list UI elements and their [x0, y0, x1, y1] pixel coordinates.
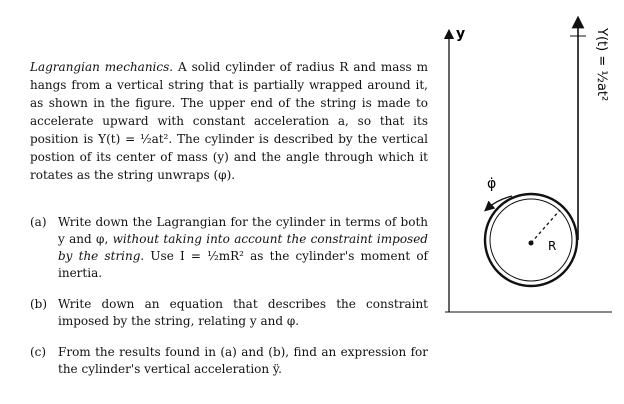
part-c-text-before: From the results found in (a) and (b), find an expression for the cylinder's vertical acceleration ÿ. — [58, 345, 428, 376]
part-a-emphasis: without taking into account the constraint imposed by the string. — [58, 232, 428, 263]
part-a — [30, 214, 428, 282]
part-b — [30, 296, 428, 330]
part-b-text-before: Write down an equation that describes the constraint imposed by the string, relating y and φ. — [58, 297, 428, 328]
part-a-text-before: Write down the Lagrangian for the cylinder in terms of both y and φ, — [58, 215, 428, 246]
y-axis-label: y — [456, 26, 466, 42]
string-position-label: Y(t) = ½at² — [594, 28, 609, 102]
intro-text: A solid cylinder of radius R and mass m hangs from a vertical string that is partially wrapped around it, as shown in the figure. The upper end of the string is made to accelerate upward with constant acceleration a, so that its position is Y(t) = ½at². The cylinder is described by the vertical postion of its center of mass (y) and the angle through which it rotates as the string unwraps (φ). — [30, 60, 429, 182]
part-b-text — [58, 296, 428, 330]
part-a-label: (a) — [30, 215, 47, 229]
intro-lead: Lagrangian mechanics. — [30, 60, 174, 74]
part-a-text — [58, 214, 428, 282]
cylinder-outline — [485, 194, 577, 286]
part-c-text — [58, 344, 428, 378]
part-c — [30, 344, 428, 378]
part-a-text-after: Use I = ½mR² as the cylinder's moment of inertia. — [58, 249, 428, 280]
part-c-label: (c) — [30, 345, 47, 359]
radius-label: R — [548, 239, 557, 253]
problem-parts — [30, 214, 428, 392]
phi-dot-label: φ̇ — [487, 176, 497, 192]
cylinder-figure — [440, 0, 624, 404]
part-b-label: (b) — [30, 297, 48, 311]
problem-intro — [30, 58, 428, 184]
